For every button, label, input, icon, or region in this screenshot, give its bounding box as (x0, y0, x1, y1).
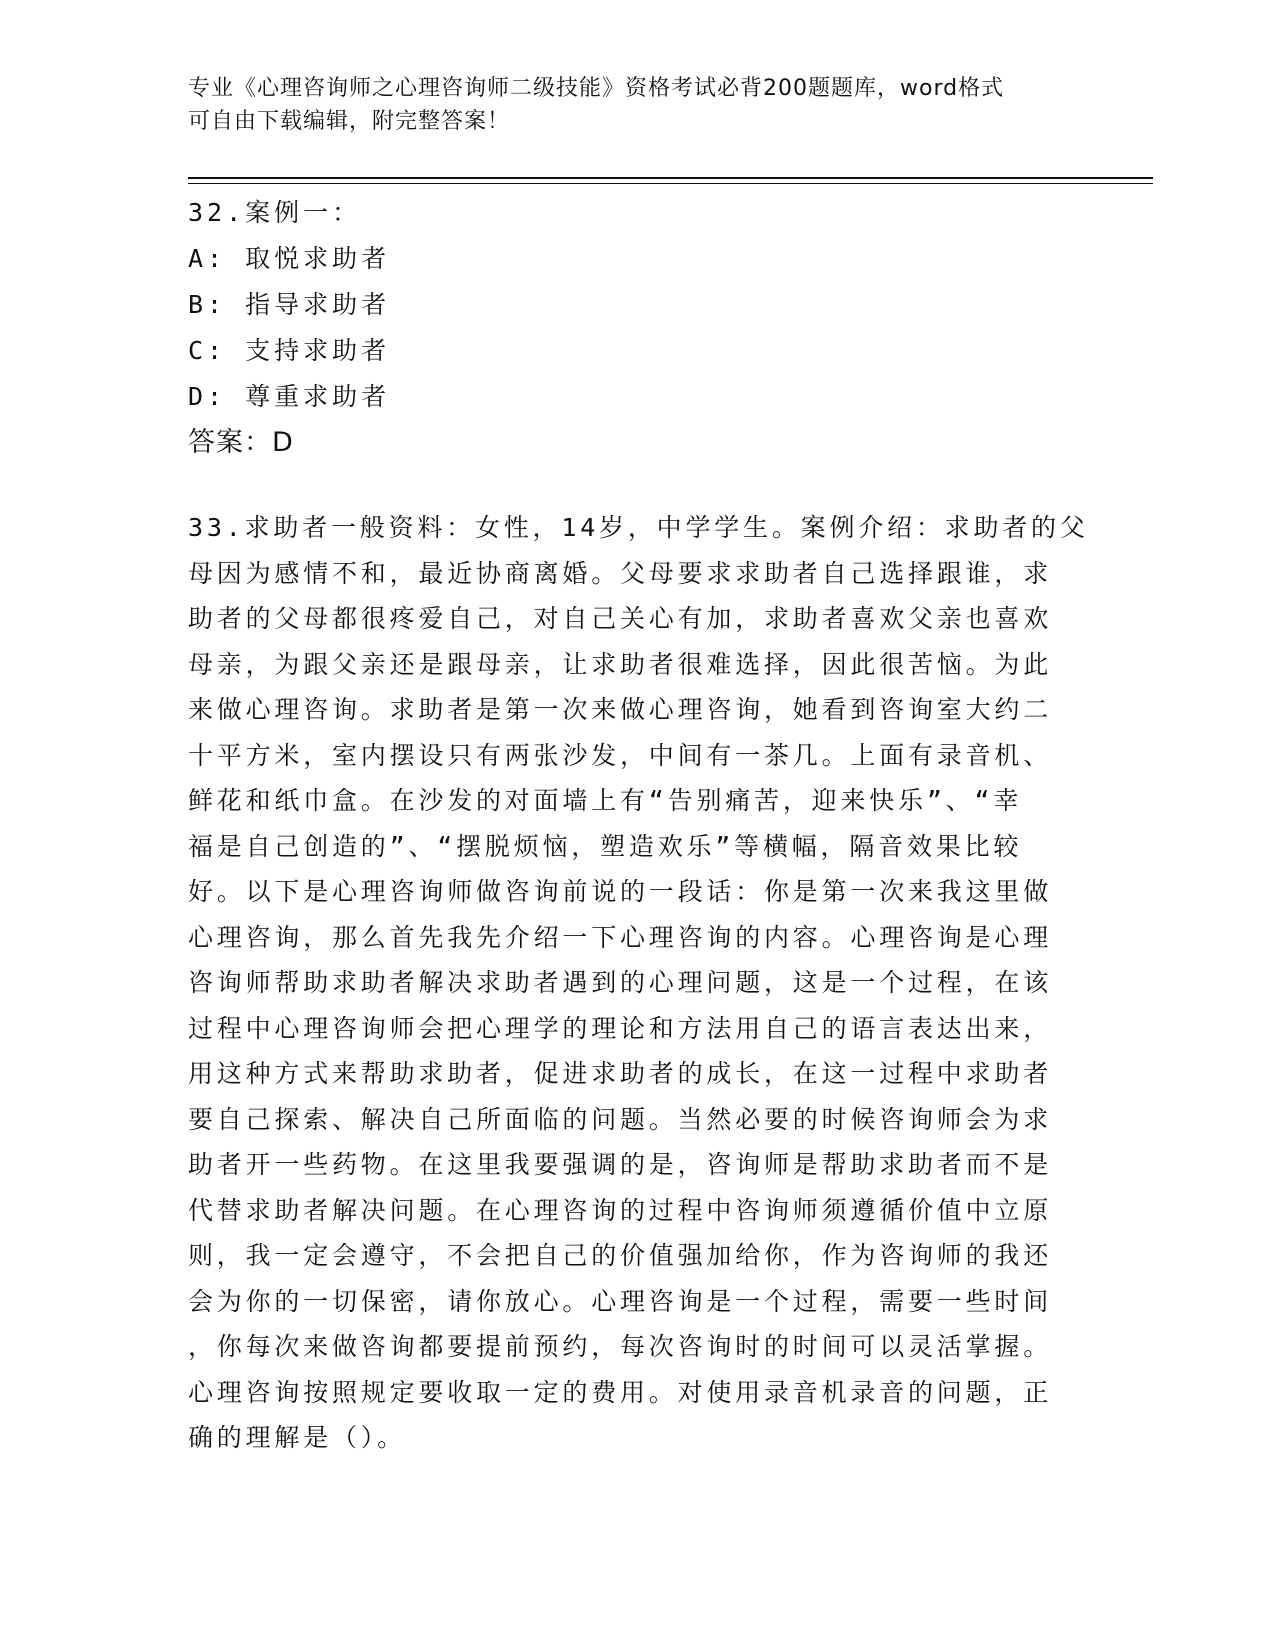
question-33-line: 会为你的一切保密，请你放心。心理咨询是一个过程，需要一些时间 (188, 1286, 1053, 1316)
question-32 (188, 190, 390, 466)
question-33-line: 则，我一定会遵守，不会把自己的价值强加给你，作为咨询师的我还 (188, 1241, 1053, 1270)
header-line-2: 可自由下载编辑，附完整答案！ (188, 109, 511, 134)
question-33-line: 助者的父母都很疼爱自己，对自己关心有加，求助者喜欢父亲也喜欢 (188, 604, 1053, 633)
question-33-line: 心理咨询按照规定要收取一定的费用。对使用录音机录音的问题，正 (188, 1377, 1053, 1407)
option-c: C: 支持求助者 (188, 336, 391, 365)
option-a: A: 取悦求助者 (188, 244, 391, 273)
question-33-line: 好。以下是心理咨询师做咨询前说的一段话：你是第一次来我这里做 (188, 877, 1053, 906)
question-33-line: ，你每次来做咨询都要提前预约，每次咨询时的时间可以灵活掌握。 (188, 1332, 1053, 1361)
document-header (188, 72, 1068, 138)
option-b: B: 指导求助者 (188, 290, 391, 319)
question-33-line: 心理咨询，那么首先我先介绍一下心理咨询的内容。心理咨询是心理 (188, 922, 1053, 952)
question-32-answer: 答案：D (188, 427, 294, 458)
question-33-line: 来做心理咨询。求助者是第一次来做心理咨询，她看到咨询室大约二 (188, 695, 1053, 724)
question-33-line: 用这种方式来帮助求助者，促进求助者的成长，在这一过程中求助者 (188, 1059, 1053, 1088)
header-line-1: 专业《心理咨询师之心理咨询师二级技能》资格考试必背200题题库，word格式 (188, 76, 1005, 101)
option-d: D: 尊重求助者 (188, 382, 391, 411)
question-33-line: 33.求助者一般资料：女性，14岁，中学学生。案例介绍：求助者的父 (188, 513, 1089, 542)
question-33-line: 母亲，为跟父亲还是跟母亲，让求助者很难选择，因此很苦恼。为此 (188, 649, 1053, 679)
question-32-stem: 32.案例一： (188, 198, 362, 227)
question-33-line: 过程中心理咨询师会把心理学的理论和方法用自己的语言表达出来， (188, 1013, 1053, 1043)
question-33 (188, 505, 1088, 1461)
question-33-line: 鲜花和纸巾盒。在沙发的对面墙上有“告别痛苦，迎来快乐”、“幸 (188, 786, 1023, 815)
question-33-line: 十平方米，室内摆设只有两张沙发，中间有一茶几。上面有录音机、 (188, 740, 1053, 770)
header-divider-thin (188, 183, 1153, 184)
question-33-line: 代替求助者解决问题。在心理咨询的过程中咨询师须遵循价值中立原 (188, 1195, 1053, 1225)
question-33-line: 要自己探索、解决自己所面临的问题。当然必要的时候咨询师会为求 (188, 1104, 1053, 1134)
question-33-line: 确的理解是（）。 (188, 1423, 406, 1452)
question-33-line: 母因为感情不和，最近协商离婚。父母要求求助者自己选择跟谁，求 (188, 558, 1053, 588)
question-33-line: 助者开一些药物。在这里我要强调的是，咨询师是帮助求助者而不是 (188, 1150, 1053, 1179)
question-33-line: 福是自己创造的”、“摆脱烦恼，塑造欢乐”等横幅，隔音效果比较 (188, 831, 1023, 861)
question-33-line: 咨询师帮助求助者解决求助者遇到的心理问题，这是一个过程，在该 (188, 968, 1053, 997)
header-divider-thick (188, 177, 1153, 179)
